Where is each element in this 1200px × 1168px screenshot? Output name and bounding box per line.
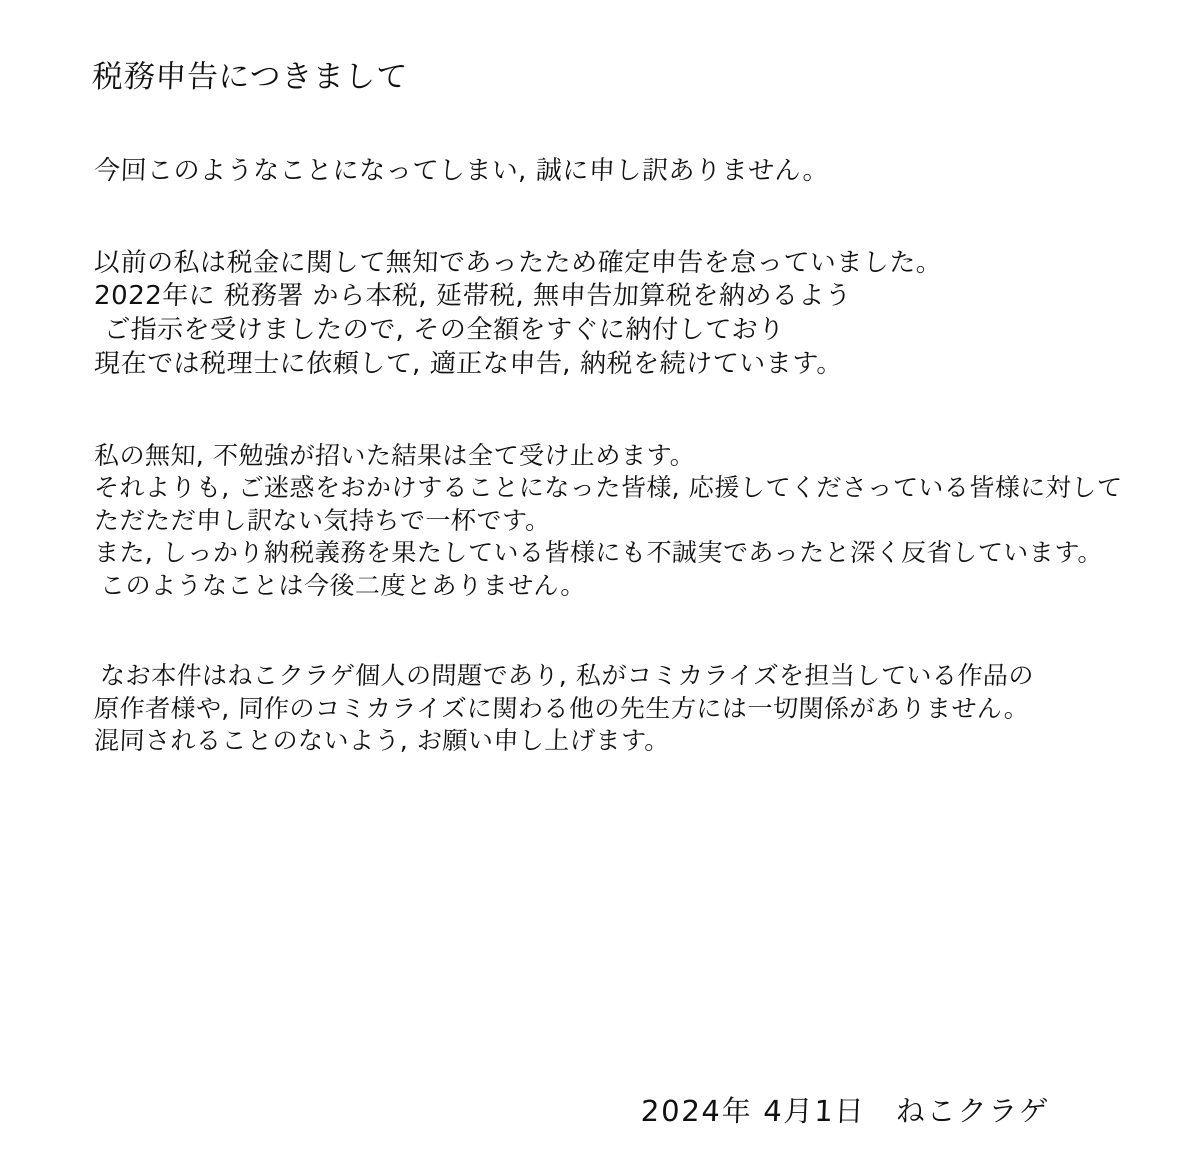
text-line: なお本件はねこクラゲ個人の問題であり, 私がコミカライズを担当している作品の bbox=[99, 661, 1035, 691]
text-line: 現在では税理士に依頼して, 適正な申告, 納税を続けています。 bbox=[93, 348, 844, 379]
text-line: 混同されることのないよう, お願い申し上げます。 bbox=[93, 726, 671, 756]
paragraph-reflection bbox=[94, 440, 1130, 603]
spacer bbox=[80, 189, 1130, 247]
spacer bbox=[80, 602, 1130, 660]
page-title: 税務申告につきまして bbox=[91, 59, 409, 95]
text-line: ただただ申し訳ない気持ちで一杯です。 bbox=[93, 505, 552, 535]
text-line: それよりも, ご迷惑をおかけすることになった皆様, 応援してくださっている皆様に対して bbox=[93, 473, 1123, 503]
text-line: 2022年に 税務署 から本税, 延帯税, 無申告加算税を納めるよう bbox=[93, 281, 853, 312]
paragraph-disclaimer bbox=[94, 660, 1130, 758]
text-line: 原作者様や, 同作のコミカライズに関わる他の先生方には一切関係がありません。 bbox=[93, 693, 1030, 723]
spacer bbox=[80, 97, 1130, 155]
text-line: また, しっかり納税義務を果たしている皆様にも不誠実であったと深く反省しています。 bbox=[93, 538, 1104, 568]
signature: 2024年 4月1日 ねこクラゲ bbox=[640, 1094, 1051, 1128]
text-line: 今回このようなことになってしまい, 誠に申し訳ありません。 bbox=[93, 155, 830, 186]
spacer bbox=[80, 382, 1130, 440]
text-line: 以前の私は税金に関して無知であったため確定申告を怠っていました。 bbox=[93, 247, 944, 278]
text-line: ご指示を受けましたので, その全額をすぐに納付しており bbox=[103, 315, 786, 346]
paragraph-background bbox=[94, 247, 1130, 382]
paragraph-apology bbox=[94, 155, 1130, 189]
text-line: 私の無知, 不勉強が招いた結果は全て受け止めます。 bbox=[93, 440, 696, 470]
text-line: このようなことは今後二度とありません。 bbox=[99, 570, 587, 600]
